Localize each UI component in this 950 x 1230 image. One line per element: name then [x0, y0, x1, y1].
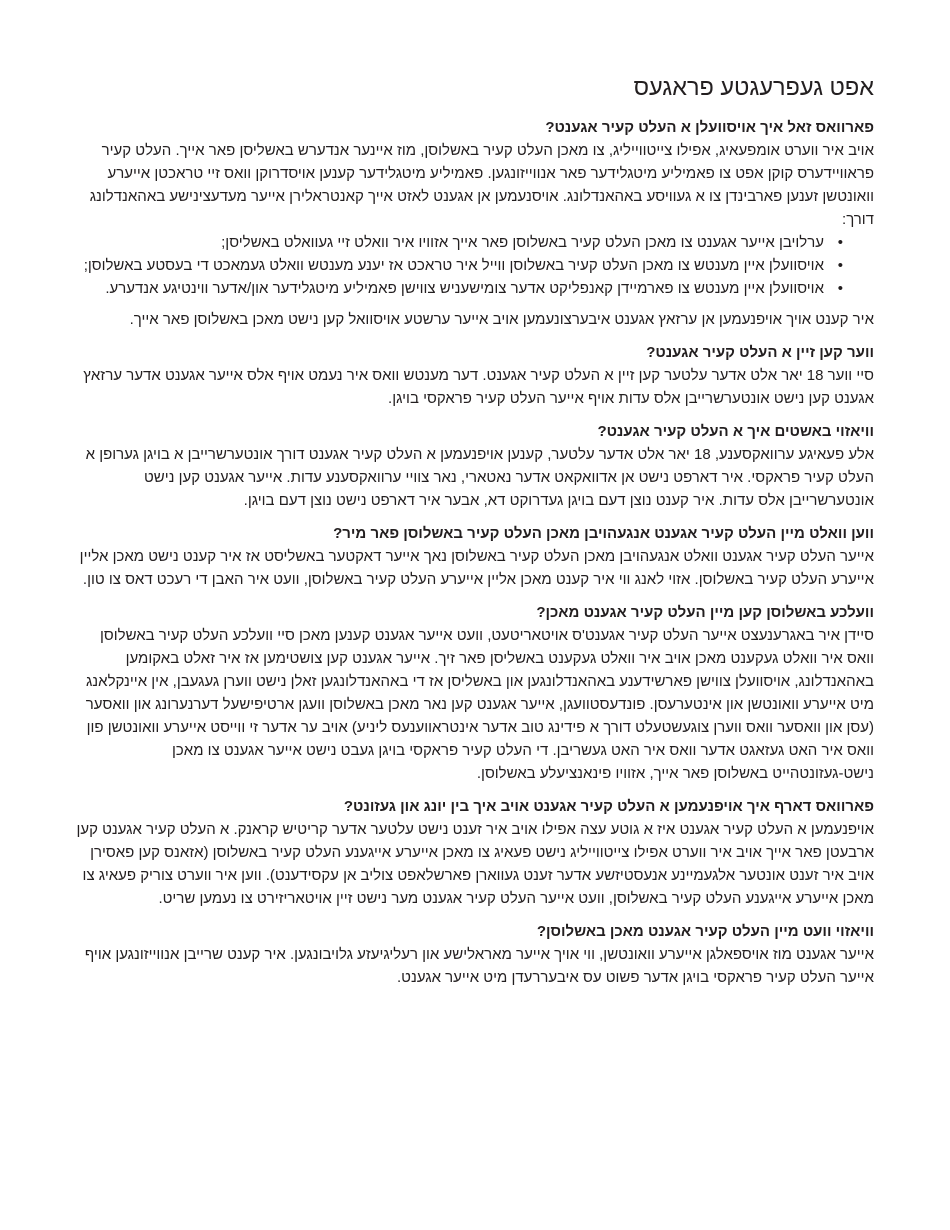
faq-answer-paragraph: אויב איר ווערט אומפעאיג, אפילו צייטווייליג, צו מאכן העלט קעיר באשלוסן, מוז איינער אנדערש באשליסן פאר אייך. העלט קעיר פראוויידערס קוקן אפט צו פאמיליע מיטגלידער פאר אנווייזונגען. פאמיליע מיטגלידער קענען אויסדרוקן וואס זיי טראכטן אייערע וואונטשן זענען פארבינדן צו א געוויסע באהאנדלונג. אויסנעמען אן אגענט לאזט אייך קאנטראלירן אייער מעדעצינישע באהאנדלונג דורך:: [89, 142, 874, 228]
page-title: אפט געפרעגטע פראגעס: [633, 74, 874, 100]
faq-question: ווען וואלט מיין העלט קעיר אגענט אנגעהויבן מאכן העלט קעיר באשלוסן פאר מיר?: [333, 525, 874, 542]
faq-answer-paragraph: סיי ווער 18 יאר אלט אדער עלטער קען זיין א העלט קעיר אגענט. דער מענטש וואס איר נעמט אויף אלס אייער אגענט אדער ערזאץ אגענט קען נישט אונטערשרייבן אלס עדות אויף אייער העלט קעיר פראקסי בויגן.: [83, 367, 874, 407]
faq-section: [76, 420, 874, 512]
faq-question: פארוואס זאל איך אויסוועלן א העלט קעיר אגענט?: [545, 119, 874, 136]
faq-answer-paragraph: אויפנעמען א העלט קעיר אגענט איז א גוטע עצה אפילו אויב איר זענט נישט עלטער אדער קריטיש קראנק. א העלט קעיר אגענט קען ארבעטן פאר אייך אויב איר ווערט אפילו צייטווייליג נישט פעאיג צו מאכן אייערע אייגענע העלט קעיר באשלוסן (אזאנס קען פאסירן אויב איר זענט אונטער אלגעמיינע אנעסטיזשע אדער זענט געווארן פארשלאפט צוליב אן עקסידענט). ווען איר ווערט צוריק פעאיג צו מאכן אייערע אייגענע העלט קעיר באשלוסן, וועט אייער העלט קעיר אגענט מער נישט זיין אויטאריזירט צו נעמען שריט.: [76, 821, 874, 907]
faq-question: ווער קען זיין א העלט קעיר אגענט?: [646, 344, 874, 361]
faq-question: וויאזוי וועט מיין העלט קעיר אגענט מאכן באשלוסן?: [536, 923, 874, 940]
faq-answer-paragraph: אייער העלט קעיר אגענט וואלט אנגעהויבן מאכן העלט קעיר באשלוסן נאך אייער דאקטער באשליסט אז איר קענט נישט מאכן אליין אייערע העלט קעיר באשלוסן. אזוי לאנג ווי איר קענט מאכן אליין אייערע העלט קעיר באשלוסן, וועט איר האבן די רעכט דאס צו טון.: [79, 548, 874, 588]
faq-answer-paragraph: אלע פעאיגע ערוואקסענע, 18 יאר אלט אדער עלטער, קענען אויפנעמען א העלט קעיר אגענט דורך אונטערשרייבן א בויגן גערופן א העלט קעיר פראקסי. איר דארפט נישט אן אדוואקאט אדער נאטארי, נאר צוויי ערוואקסענע עדות. אייער אגענט קען נישט אונטערשרייבן אלס עדות. איר קענט נוצן דעם בויגן געדרוקט דא, אבער איר דארפט נישט נוצן דעם בויגן.: [85, 446, 874, 509]
bullet-item: • ערלויבן אייער אגענט צו מאכן העלט קעיר באשלוסן פאר אייך אזוויו איר וואלט זיי געוואלט באשליסן;: [76, 231, 824, 254]
faq-section: [76, 522, 874, 591]
faq-answer-paragraph: סיידן איר באגרענעצט אייער העלט קעיר אגענט'ס אויטאריטעט, וועט אייער אגענט קענען מאכן סיי וועלכע העלט קעיר באשלוסן וואס איר וואלט געקענט מאכן אויב איר וואלט געקענט באשליסן פאר זיך. אייער אגענט קען צושטימען אז איר זאלט באקומען באהאנדלונג, אויסוועלן צווישן פארשידענע באהאנדלונגען און באשליסן אז די באהאנדלונגען זאלן נישט ווערן געגעבן, אין איינקלאנג מיט אייערע וואונטשן און אינטערעסן. פונדעסטוועגן, אייער אגענט קען נאר מאכן באשלוסן וועגן ארטיפישעל דערנערונג און וואסער (עסן און וואסער וואס ווערן צוגעשטעלט דורך א פידינג טוב אדער אינטראווענעס ליניע) אויב ער אדער זי ווייסט אייערע וואונטשן פון וואס איר האט געזאגט אדער וואס איר האט געשריבן. די העלט קעיר פראקסי בויגן געבט נישט אייער אגענט צו מאכן נישט-געזונטהייט באשלוסן פאר אייך, אזוויו פינאנציעלע באשלוסן.: [85, 627, 874, 782]
faq-section: [76, 920, 874, 989]
faq-question: פארוואס דארף איך אויפנעמען א העלט קעיר אגענט אויב איך בין יונג און געזונט?: [343, 798, 874, 815]
faq-section: [76, 116, 874, 331]
faq-answer-paragraph: אייער אגענט מוז אויספאלגן אייערע וואונטשן, ווי אויך אייער מאראלישע און רעליגיעזע גלויבונגען. איר קענט שרייבן אנווייזונגען אויף אייער העלט קעיר פראקסי בויגן אדער פשוט עס איבעררעדן מיט אייער אגענט.: [84, 946, 874, 986]
faq-section: [76, 795, 874, 910]
faq-section: [76, 601, 874, 785]
faq-question: וועלכע באשלוסן קען מיין העלט קעיר אגענט מאכן?: [536, 604, 874, 621]
faq-section: [76, 341, 874, 410]
faq-answer-paragraph: איר קענט אויך אויפנעמען אן ערזאץ אגענט איבערצונעמען אויב אייער ערשטע אויסוואל קען נישט מאכן באשלוסן פאר אייך.: [129, 311, 874, 328]
bullet-list: [76, 231, 874, 300]
faq-question: וויאזוי באשטים איך א העלט קעיר אגענט?: [597, 423, 874, 440]
bullet-item: • אויסוועלן איין מענטש צו מאכן העלט קעיר באשלוסן ווייל איר טראכט אז יענע מענטש וואלט געמאכט די בעסטע באשלוסן;: [76, 254, 824, 277]
bullet-item: • אויסוועלן איין מענטש צו פארמיידן קאנפליקט אדער צומישעניש צווישן פאמיליע מיטגלידער און/אדער ווינטיגע אנדערע.: [76, 277, 824, 300]
faq-sections: [76, 116, 874, 989]
